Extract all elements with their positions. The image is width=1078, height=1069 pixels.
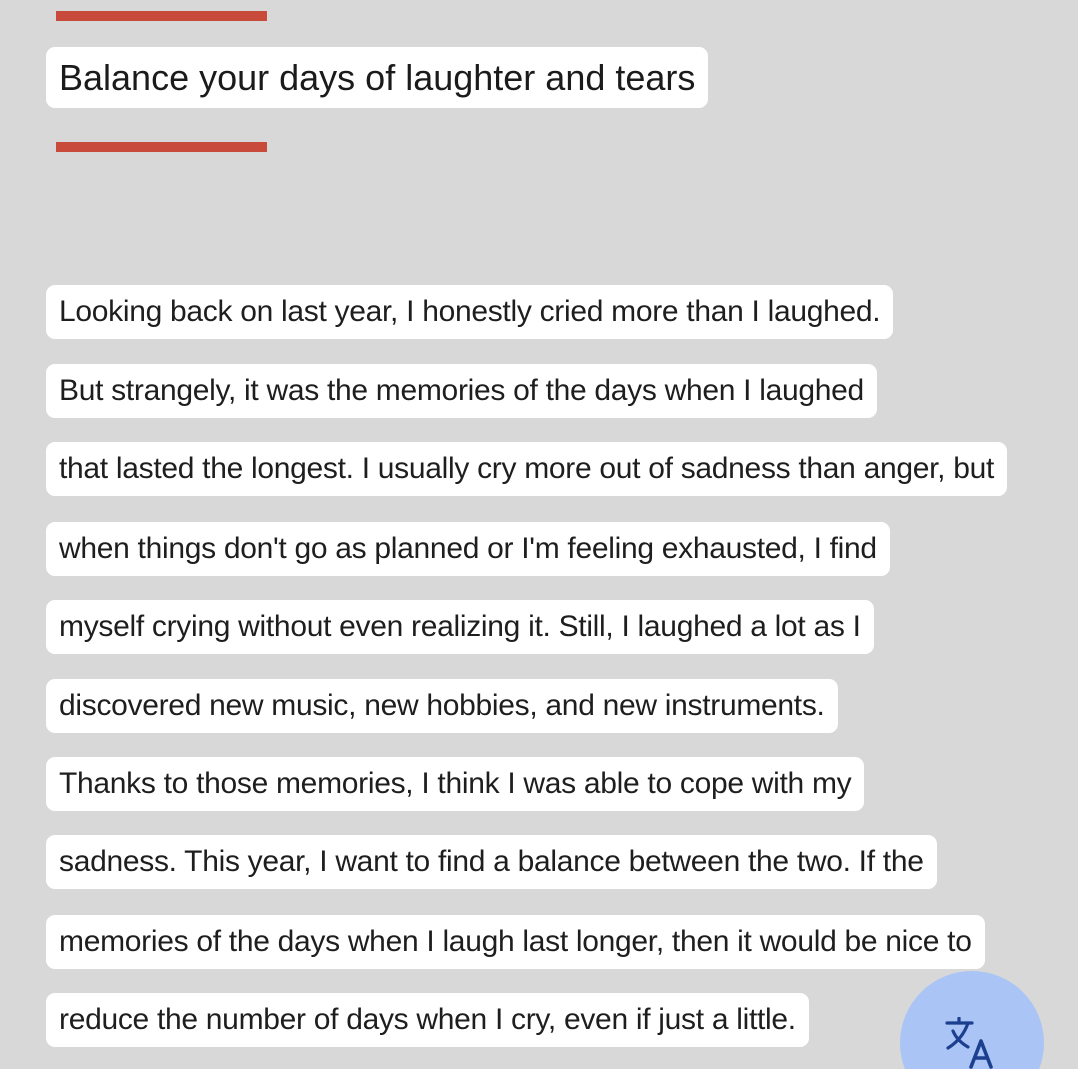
- article-title: Balance your days of laughter and tears: [46, 47, 708, 108]
- text-line-2: But strangely, it was the memories of the days when I laughed: [46, 364, 877, 418]
- text-line-4: when things don't go as planned or I'm feeling exhausted, I find: [46, 522, 890, 576]
- text-line-9: memories of the days when I laugh last longer, then it would be nice to: [46, 915, 985, 969]
- text-line-3: that lasted the longest. I usually cry more out of sadness than anger, but: [46, 442, 1007, 496]
- text-line-10: reduce the number of days when I cry, even if just a little.: [46, 993, 809, 1047]
- translate-button[interactable]: [900, 971, 1044, 1069]
- text-line-6: discovered new music, new hobbies, and new instruments.: [46, 679, 838, 733]
- text-line-8: sadness. This year, I want to find a balance between the two. If the: [46, 835, 937, 889]
- text-line-5: myself crying without even realizing it. Still, I laughed a lot as I: [46, 600, 874, 654]
- text-line-7: Thanks to those memories, I think I was able to cope with my: [46, 757, 864, 811]
- text-line-1: Looking back on last year, I honestly cried more than I laughed.: [46, 285, 893, 339]
- title-top-divider: [56, 11, 267, 21]
- translate-icon: [944, 1017, 1000, 1069]
- title-bottom-divider: [56, 142, 267, 152]
